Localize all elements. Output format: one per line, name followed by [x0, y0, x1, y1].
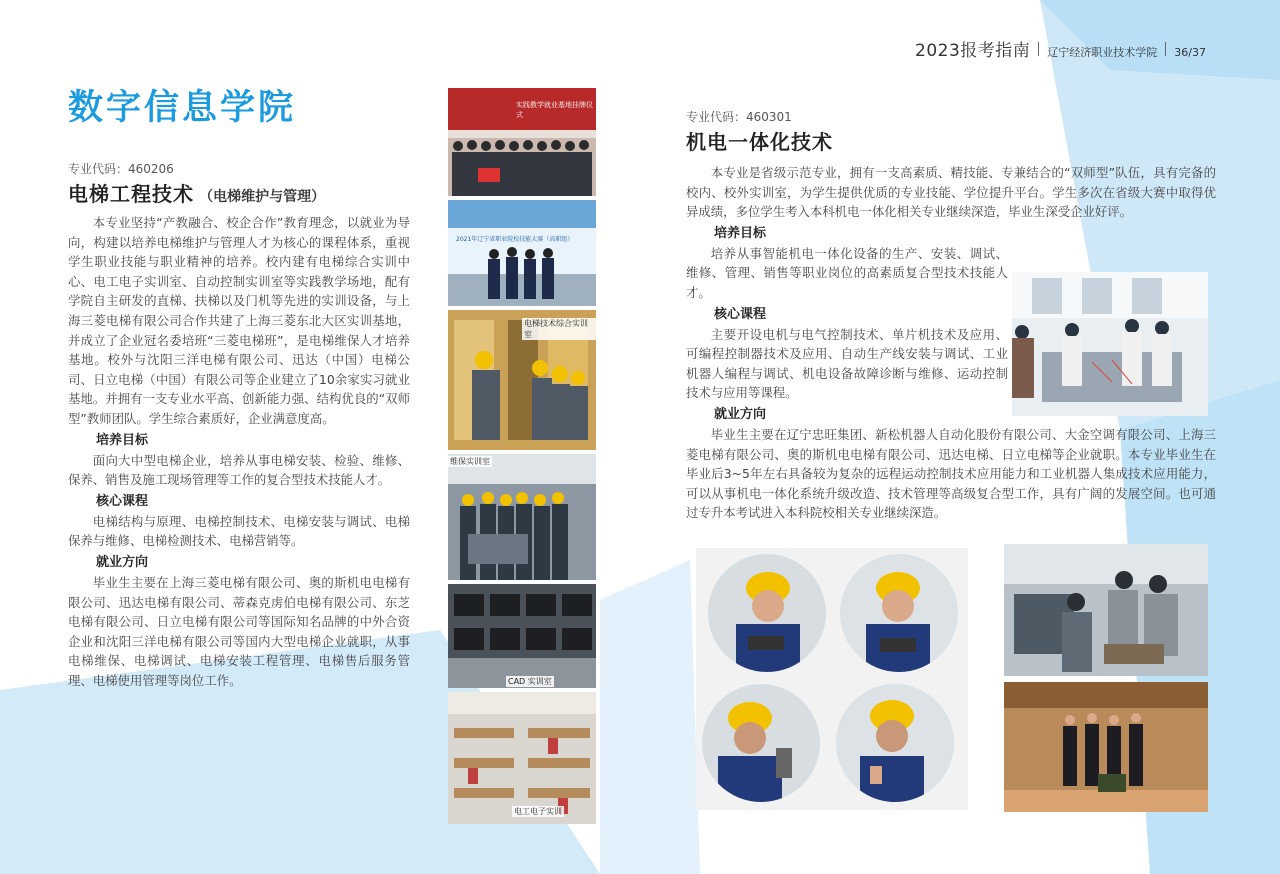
photo-caption: 2021年辽宁省职业院校技能大赛（高职组）: [456, 236, 574, 243]
photo-caption: 实践教学就业基地挂牌仪式: [516, 101, 593, 119]
photo-caption: 电工电子实训: [514, 807, 562, 816]
courses-text: 电梯结构与原理、电梯控制技术、电梯安装与调试、电梯保养与维修、电梯检测技术、电梯营销等。: [68, 513, 410, 549]
portrait-photo: [708, 554, 826, 672]
mechatronics-lab-photo: [1012, 272, 1208, 416]
major-intro: 本专业坚持“产教融合、校企合作”教育理念，以就业为导向，构建以培养电梯维护与管理人才为核心的课程体系，重视学生职业技能与职业精神的培养。校内建有电梯综合实训中心、电工电子实训室、自动控制实训室等实践教学场地，配有学院自主研发的直梯、扶梯以及门机等先进的实训设备，与上海三菱电梯有限公司合作共建了上海三菱东北大区实训基地，并成立了企业冠名委培班“三菱电梯班”，是电梯维保人才培养基地。校外与沈阳三洋电梯有限公司、迅达（中国）电梯公司、日立电梯（中国）有限公司等企业建立了10余家实习就业基地。并拥有一支专业水平高、创新能力强、结构优良的“双师型”教师团队。学生综合素质好，企业满意度高。: [68, 215, 410, 426]
jobs-text: 毕业生主要在辽宁忠旺集团、新松机器人自动化股份有限公司、大金空调有限公司、上海三菱电梯有限公司、奥的斯机电电梯有限公司、迅达电梯、日立电梯等企业就职。本专业毕业生在毕业后3~5年左右具备较为复杂的远程运动控制技术应用能力和工业机器人集成技术应用能力，可以从事机电一体化系统升级改造、技术管理等高级复合型工作，具有广阔的发展空间。也可通过专升本考试进入本科院校相关专业继续深造。: [686, 426, 1216, 521]
section-heading: 就业方向: [96, 554, 149, 570]
section-heading: 就业方向: [714, 406, 767, 422]
photo-strip: [448, 88, 596, 824]
college-name: 辽宁经济职业技术学院: [1047, 46, 1158, 59]
major-intro: 本专业是省级示范专业，拥有一支高素质、精技能、专兼结合的“双师型”队伍，具有完备的校内、校外实训室，为学生提供优质的专业技能、学位提升平台。学生多次在省级大赛中取得优异成绩，多位学生考入本科机电一体化相关专业继续深造，毕业生深受企业好评。: [686, 165, 1216, 220]
major-code: 专业代码：460206: [68, 162, 174, 176]
major-subtitle: （电梯维护与管理）: [199, 189, 326, 205]
left-major-section: [68, 160, 410, 690]
section-heading: 核心课程: [714, 306, 767, 322]
photo-caption: 电梯技术综合实训室: [522, 318, 596, 340]
courses-text: 主要开设电机与电气控制技术、单片机技术及应用、可编程控制器技术及应用、自动生产线安装与调试、工业机器人编程与调试、机电设备故障诊断与维修、运动控制技术与应用等课程。: [686, 326, 1008, 401]
jobs-text: 毕业生主要在上海三菱电梯有限公司、奥的斯机电电梯有限公司、迅达电梯有限公司、蒂森克虏伯电梯有限公司、东芝电梯有限公司、日立电梯有限公司等国际知名品牌的中外合资企业和沈阳三洋电梯有限公司等国内大型电梯企业就职，从事电梯维保、电梯调试、电梯安装工程管理、电梯售后服务管理、电梯使用管理等岗位工作。: [68, 574, 410, 688]
section-heading: 核心课程: [96, 493, 149, 509]
divider: [1165, 42, 1166, 56]
stage-photo: [1004, 682, 1208, 812]
divider: [1038, 42, 1039, 56]
photo-caption: 维保实训室: [450, 457, 490, 466]
portrait-photo: [702, 684, 820, 802]
major-title: 电梯工程技术: [68, 182, 194, 206]
workshop-photo: [1004, 544, 1208, 676]
portrait-photo: [840, 554, 958, 672]
college-title: 数字信息学院: [68, 88, 297, 128]
goal-text: 培养从事智能机电一体化设备的生产、安装、调试、维修、管理、销售等职业岗位的高素质复合型技术技能人才。: [686, 245, 1008, 300]
page-number: 36/37: [1174, 46, 1206, 59]
student-portraits: [696, 548, 968, 810]
guide-title: 2023报考指南: [915, 41, 1031, 61]
section-heading: 培养目标: [96, 432, 149, 448]
photo-caption: CAD 实训室: [508, 677, 552, 686]
section-heading: 培养目标: [714, 225, 767, 241]
goal-text: 面向大中型电梯企业，培养从事电梯安装、检验、维修、保养、销售及施工现场管理等工作的复合型技术技能人才。: [68, 452, 410, 488]
portrait-photo: [836, 684, 954, 802]
major-title: 机电一体化技术: [686, 130, 833, 154]
page-header: [915, 36, 1206, 61]
major-code: 专业代码：460301: [686, 110, 792, 124]
